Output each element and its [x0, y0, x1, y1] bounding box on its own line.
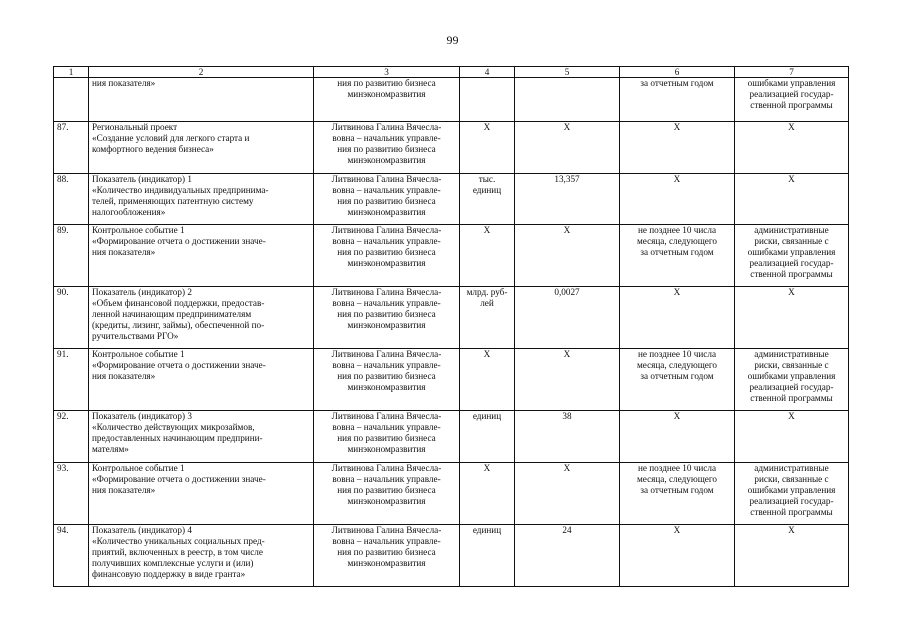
row-name: Показатель (индикатор) 1 «Количество индивидуальных предпринима- телей, применяющих патентную систему налогообложения»	[89, 174, 314, 225]
row-value: 0,0027	[515, 287, 620, 349]
row-name: Показатель (индикатор) 4 «Количество уникальных социальных пред- приятий, включенных в реестр, в том числе получивших комплексные услуги и (или) финансовую поддержку в виде гранта»	[89, 525, 314, 587]
row-number: 94.	[54, 525, 89, 587]
row-risks: ошибками управления реализацией государ- ственной программы	[735, 78, 849, 122]
table-row	[54, 287, 849, 349]
row-risks: административные риски, связанные с ошибками управления реализацией государ- ственной программы	[735, 349, 849, 411]
row-unit	[460, 78, 515, 122]
column-number-row	[54, 67, 849, 78]
row-responsible: Литвинова Галина Вячесла- вовна – начальник управле- ния по развитию бизнеса минэкономразвития	[314, 174, 460, 225]
row-name: Региональный проект «Создание условий для легкого старта и комфортного ведения бизнеса»	[89, 122, 314, 174]
row-number: 91.	[54, 349, 89, 411]
row-deadline: не позднее 10 числа месяца, следующего за отчетным годом	[620, 463, 735, 525]
row-unit: Х	[460, 463, 515, 525]
row-risks: Х	[735, 122, 849, 174]
column-number: 3	[314, 67, 460, 78]
row-unit: млрд. руб- лей	[460, 287, 515, 349]
row-number: 93.	[54, 463, 89, 525]
row-value: Х	[515, 463, 620, 525]
row-name: Контрольное событие 1 «Формирование отчета о достижении значе- ния показателя»	[89, 225, 314, 287]
page-number: 99	[446, 33, 459, 47]
row-responsible: Литвинова Галина Вячесла- вовна – начальник управле- ния по развитию бизнеса минэкономразвития	[314, 225, 460, 287]
row-name: ния показателя»	[89, 78, 314, 122]
column-number: 5	[515, 67, 620, 78]
row-value: 24	[515, 525, 620, 587]
row-responsible: ния по развитию бизнеса минэкономразвития	[314, 78, 460, 122]
row-value: 38	[515, 411, 620, 463]
row-responsible: Литвинова Галина Вячесла- вовна – начальник управле- ния по развитию бизнеса минэкономразвития	[314, 287, 460, 349]
row-responsible: Литвинова Галина Вячесла- вовна – начальник управле- ния по развитию бизнеса минэкономразвития	[314, 525, 460, 587]
column-number: 6	[620, 67, 735, 78]
row-number: 92.	[54, 411, 89, 463]
row-deadline: за отчетным годом	[620, 78, 735, 122]
row-unit: тыс. единиц	[460, 174, 515, 225]
row-value	[515, 78, 620, 122]
row-responsible: Литвинова Галина Вячесла- вовна – начальник управле- ния по развитию бизнеса минэкономразвития	[314, 122, 460, 174]
row-responsible: Литвинова Галина Вячесла- вовна – начальник управле- ния по развитию бизнеса минэкономразвития	[314, 349, 460, 411]
row-unit: Х	[460, 122, 515, 174]
row-risks: Х	[735, 287, 849, 349]
row-number: 88.	[54, 174, 89, 225]
row-risks: Х	[735, 525, 849, 587]
table-row	[54, 122, 849, 174]
row-value: Х	[515, 122, 620, 174]
row-name: Показатель (индикатор) 2 «Объем финансовой поддержки, предостав- ленной начинающим предпринимателям (кредиты, лизинг, займы), обеспеченной по- ручительствами РГО»	[89, 287, 314, 349]
row-number	[54, 78, 89, 122]
column-number: 1	[54, 67, 89, 78]
table-row	[54, 411, 849, 463]
column-number: 2	[89, 67, 314, 78]
column-number: 7	[735, 67, 849, 78]
row-unit: Х	[460, 349, 515, 411]
row-unit: Х	[460, 225, 515, 287]
row-deadline: Х	[620, 411, 735, 463]
row-unit: единиц	[460, 411, 515, 463]
table-row	[54, 463, 849, 525]
row-value: Х	[515, 225, 620, 287]
row-risks: административные риски, связанные с ошибками управления реализацией государ- ственной программы	[735, 463, 849, 525]
row-deadline: Х	[620, 122, 735, 174]
plan-table	[53, 66, 849, 587]
row-unit: единиц	[460, 525, 515, 587]
row-risks: Х	[735, 174, 849, 225]
row-name: Показатель (индикатор) 3 «Количество действующих микрозаймов, предоставленных начинающим предприни- мателям»	[89, 411, 314, 463]
table-row	[54, 174, 849, 225]
row-value: 13,357	[515, 174, 620, 225]
table-row	[54, 349, 849, 411]
row-number: 89.	[54, 225, 89, 287]
row-responsible: Литвинова Галина Вячесла- вовна – начальник управле- ния по развитию бизнеса минэкономразвития	[314, 411, 460, 463]
row-value: Х	[515, 349, 620, 411]
row-risks: административные риски, связанные с ошибками управления реализацией государ- ственной программы	[735, 225, 849, 287]
column-number: 4	[460, 67, 515, 78]
row-responsible: Литвинова Галина Вячесла- вовна – начальник управле- ния по развитию бизнеса минэкономразвития	[314, 463, 460, 525]
row-deadline: не позднее 10 числа месяца, следующего за отчетным годом	[620, 349, 735, 411]
row-risks: Х	[735, 411, 849, 463]
table-row	[54, 525, 849, 587]
row-number: 87.	[54, 122, 89, 174]
table-row	[54, 225, 849, 287]
row-deadline: не позднее 10 числа месяца, следующего за отчетным годом	[620, 225, 735, 287]
row-name: Контрольное событие 1 «Формирование отчета о достижении значе- ния показателя»	[89, 349, 314, 411]
continuation-row	[54, 78, 849, 122]
row-number: 90.	[54, 287, 89, 349]
row-deadline: Х	[620, 525, 735, 587]
row-name: Контрольное событие 1 «Формирование отчета о достижении значе- ния показателя»	[89, 463, 314, 525]
row-deadline: Х	[620, 174, 735, 225]
row-deadline: Х	[620, 287, 735, 349]
